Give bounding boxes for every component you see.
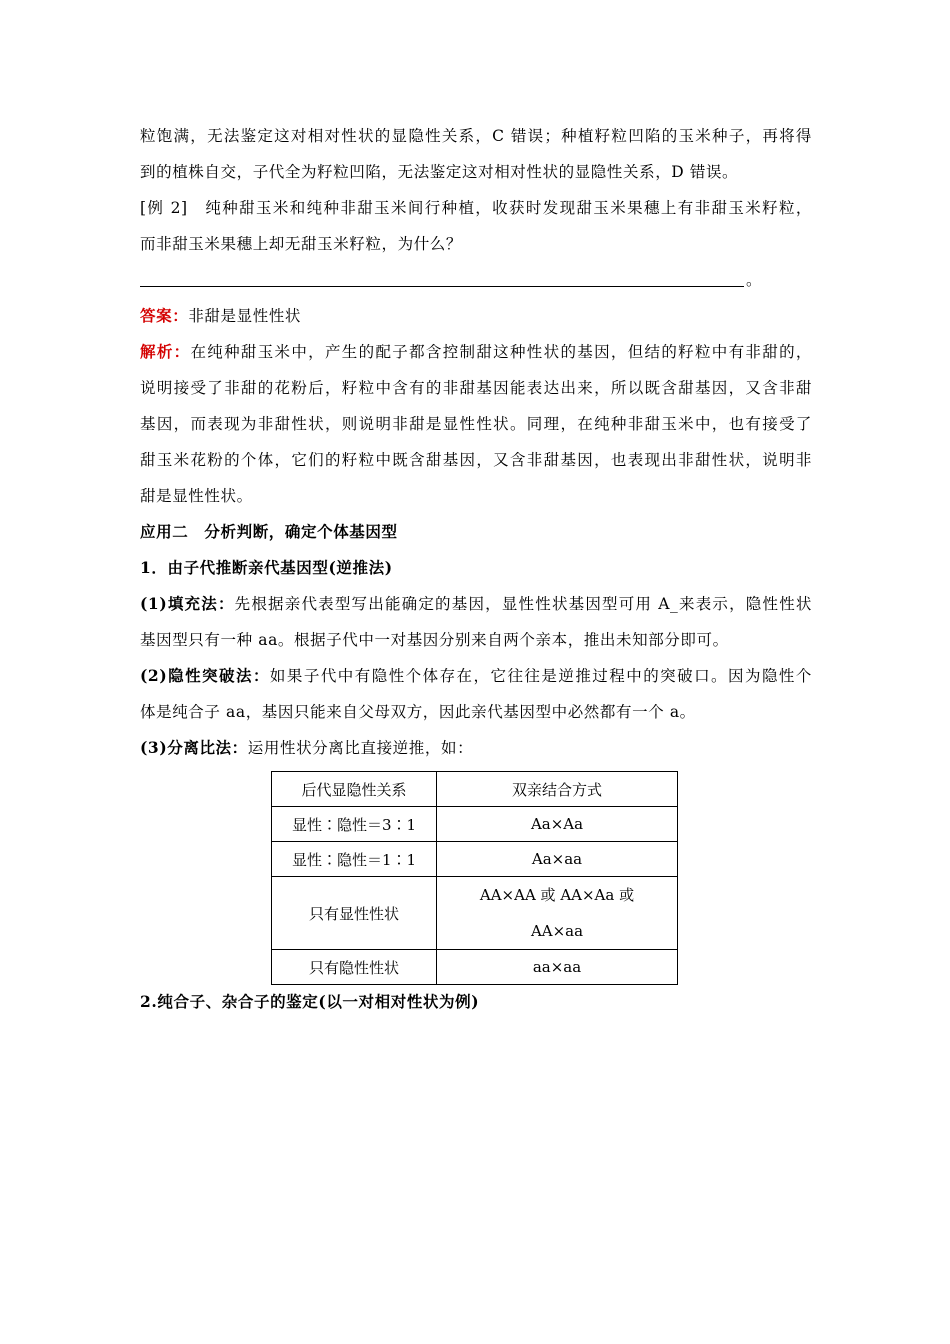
analysis-label: 解析： bbox=[140, 342, 191, 361]
method-text: 如果子代中有隐性个体存在，它往往是逆推过程中的突破口。因为隐性个 bbox=[269, 667, 812, 685]
table-header: 双亲结合方式 bbox=[437, 772, 678, 807]
method-label: (3)分离比法： bbox=[140, 738, 248, 757]
method-1-line bbox=[140, 586, 812, 622]
table-cell bbox=[437, 877, 678, 950]
table-cell: 显性∶隐性＝3∶1 bbox=[272, 807, 437, 842]
answer-text: 非甜是显性性状 bbox=[188, 307, 302, 325]
subsection-heading: 1．由子代推断亲代基因型(逆推法) bbox=[140, 558, 393, 577]
section-heading: 应用二 分析判断，确定个体基因型 bbox=[140, 522, 398, 541]
table-row bbox=[272, 877, 678, 950]
answer-line bbox=[140, 298, 812, 334]
analysis-line: 甜是显性性状。 bbox=[140, 487, 253, 505]
example-text: 纯种甜玉米和纯种非甜玉米间行种植，收获时发现甜玉米果穗上有非甜玉米籽粒， bbox=[187, 199, 812, 217]
answer-blank bbox=[140, 262, 812, 298]
method-2-line bbox=[140, 658, 812, 694]
method-text: 先根据亲代表型写出能确定的基因，显性性状基因型可用 A_来表示，隐性性状 bbox=[234, 595, 812, 613]
table-cell: 只有隐性性状 bbox=[272, 950, 437, 985]
table-row bbox=[272, 842, 678, 877]
cell-line: AA×aa bbox=[530, 922, 584, 940]
table-cell: 显性∶隐性＝1∶1 bbox=[272, 842, 437, 877]
answer-label: 答案： bbox=[140, 306, 189, 325]
method-label: (2)隐性突破法： bbox=[140, 666, 270, 685]
ratio-table bbox=[271, 771, 678, 985]
analysis-line: 甜玉米花粉的个体，它们的籽粒中既含甜基因，又含非甜基因，也表现出非甜性状，说明非 bbox=[140, 451, 812, 469]
table-cell: 只有显性性状 bbox=[272, 877, 437, 950]
blank-period: 。 bbox=[746, 271, 762, 289]
table-header-row bbox=[272, 772, 678, 807]
document-page bbox=[140, 118, 812, 1011]
ratio-table-wrapper bbox=[271, 771, 678, 985]
example-2-line: 而非甜玉米果穗上却无甜玉米籽粒，为什么？ bbox=[140, 235, 463, 253]
method-label: (1)填充法： bbox=[140, 594, 235, 613]
paragraph-line: 粒饱满，无法鉴定这对相对性状的显隐性关系，C 错误；种植籽粒凹陷的玉米种子，再将得 bbox=[140, 127, 812, 145]
example-2-line bbox=[140, 190, 812, 226]
analysis-line: 说明接受了非甜的花粉后，籽粒中含有的非甜基因能表达出来，所以既含甜基因，又含非甜 bbox=[140, 379, 812, 397]
method-3-line bbox=[140, 730, 812, 766]
method-text: 运用性状分离比直接逆推，如： bbox=[247, 739, 474, 757]
table-header: 后代显隐性关系 bbox=[272, 772, 437, 807]
table-row bbox=[272, 950, 678, 985]
table-row bbox=[272, 807, 678, 842]
analysis-line: 基因，而表现为非甜性状，则说明非甜是显性性状。同理，在纯种非甜玉米中，也有接受了 bbox=[140, 415, 812, 433]
subsection-heading: 2.纯合子、杂合子的鉴定(以一对相对性状为例) bbox=[140, 992, 480, 1011]
method-2-line: 体是纯合子 aa，基因只能来自父母双方，因此亲代基因型中必然都有一个 a。 bbox=[140, 703, 696, 721]
analysis-line bbox=[140, 334, 812, 370]
paragraph-line: 到的植株自交，子代全为籽粒凹陷，无法鉴定这对相对性状的显隐性关系，D 错误。 bbox=[140, 163, 739, 181]
method-1-line: 基因型只有一种 aa。根据子代中一对基因分别来自两个亲本，推出未知部分即可。 bbox=[140, 631, 729, 649]
table-cell: aa×aa bbox=[437, 950, 678, 985]
blank-underline bbox=[140, 286, 744, 287]
table-cell: Aa×aa bbox=[437, 842, 678, 877]
example-tag: [例 2] bbox=[140, 199, 188, 217]
analysis-text: 在纯种甜玉米中，产生的配子都含控制甜这种性状的基因，但结的籽粒中有非甜的， bbox=[190, 343, 812, 361]
table-cell: Aa×Aa bbox=[437, 807, 678, 842]
cell-line: AA×AA 或 AA×Aa 或 bbox=[479, 886, 635, 904]
